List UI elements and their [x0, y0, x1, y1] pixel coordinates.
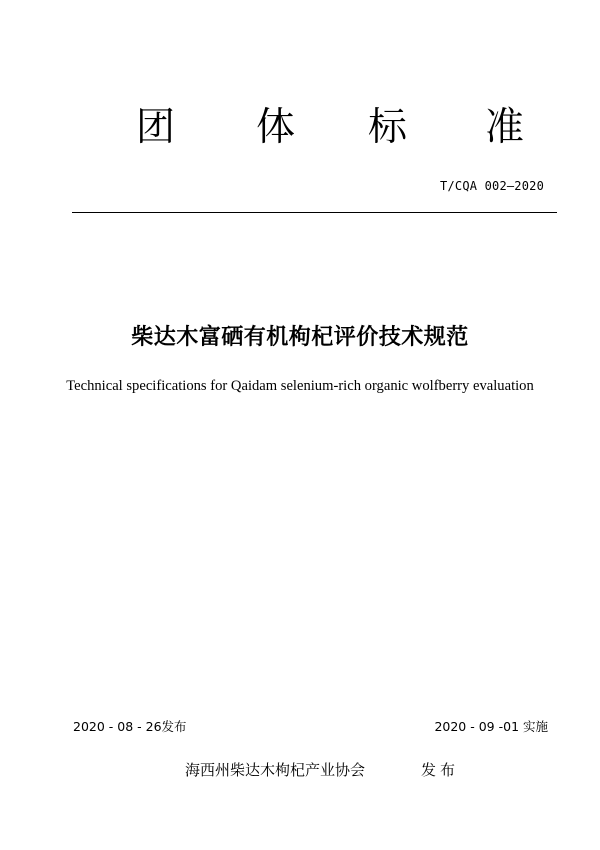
document-title-english: Technical specifications for Qaidam selenium-rich organic wolfberry evaluation	[66, 378, 534, 394]
header-divider	[72, 212, 557, 213]
issuing-organization: 海西州柴达木枸杞产业协会	[185, 761, 366, 779]
standard-type-heading	[0, 103, 600, 153]
issue-date: 2020 - 08 - 26发布	[73, 719, 187, 734]
document-title-chinese: 柴达木富硒有机枸杞评价技术规范	[131, 325, 469, 350]
publish-label: 发布	[421, 761, 460, 779]
standard-type-char: 体	[256, 105, 296, 150]
standard-type-char: 标	[368, 105, 408, 150]
standard-type-char: 团	[136, 105, 176, 150]
implementation-date: 2020 - 09 -01 实施	[434, 719, 548, 734]
standard-type-char: 准	[485, 105, 525, 150]
standard-code: T/CQA 002—2020	[440, 179, 544, 193]
